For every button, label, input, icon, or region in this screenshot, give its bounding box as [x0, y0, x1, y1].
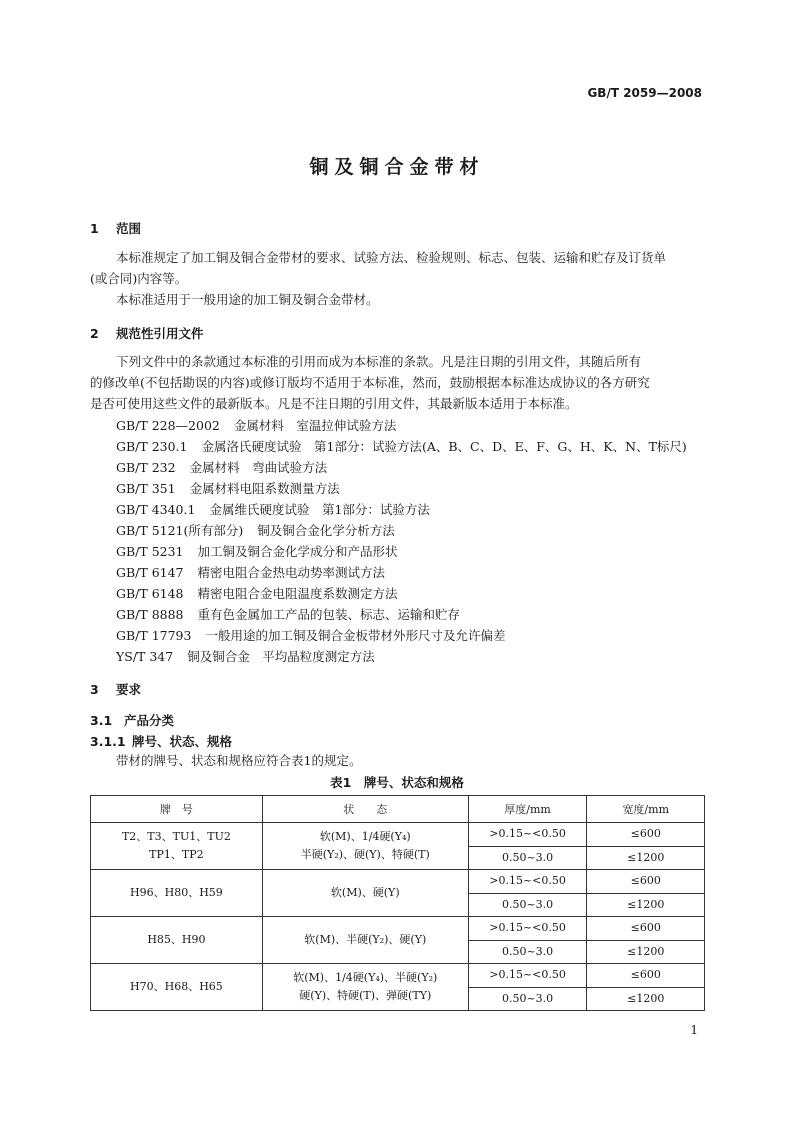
- reference-code: GB/T 5121(所有部分): [116, 523, 244, 538]
- reference-item: [116, 563, 385, 581]
- temper-line: 硬(Y)、特硬(T)、弹硬(TY): [299, 989, 432, 1002]
- reference-title: 金属洛氏硬度试验 第1部分：试验方法(A、B、C、D、E、F、G、H、K、N、T标尺): [201, 439, 687, 454]
- temper-line: 软(M)、硬(Y): [330, 886, 400, 899]
- thickness-cell: >0.15~<0.50: [468, 964, 587, 988]
- reference-title: 精密电阻合金电阻温度系数测定方法: [197, 586, 398, 601]
- table-row: [91, 823, 705, 847]
- reference-item: [116, 416, 396, 434]
- reference-title: 铜及铜合金 平均晶粒度测定方法: [187, 649, 375, 664]
- temper-line: 软(M)、1/4硬(Y₄)、半硬(Y₂): [293, 971, 438, 984]
- section-title: 产品分类: [124, 713, 175, 728]
- reference-code: GB/T 4340.1: [116, 502, 196, 517]
- reference-item: [116, 584, 398, 602]
- reference-title: 金属维氏硬度试验 第1部分：试验方法: [209, 502, 430, 517]
- grade-line: TP1、TP2: [149, 848, 204, 861]
- paragraph-line: (或合同)内容等。: [90, 271, 188, 286]
- table-row: [91, 870, 705, 894]
- section-1-body: [90, 247, 704, 310]
- width-cell: ≤600: [587, 964, 705, 988]
- thickness-cell: 0.50~3.0: [468, 893, 587, 917]
- section-2-intro: [90, 351, 704, 414]
- paragraph-line: 的修改单(不包括勘误的内容)或修订版均不适用于本标准，然而，鼓励根据本标准达成协议的各方研究: [90, 375, 650, 390]
- reference-code: YS/T 347: [116, 649, 174, 664]
- column-header-grade: 牌 号: [91, 796, 263, 823]
- temper-cell: [262, 870, 468, 917]
- section-title: 规范性引用文件: [116, 326, 204, 341]
- table-header-row: [91, 796, 705, 823]
- reference-code: GB/T 17793: [116, 628, 192, 643]
- column-header-thickness: 厚度/mm: [468, 796, 587, 823]
- column-header-temper: 状 态: [262, 796, 468, 823]
- section-title: 牌号、状态、规格: [132, 734, 233, 749]
- reference-item: [116, 542, 398, 560]
- section-number: 3: [90, 682, 99, 697]
- reference-item: [116, 437, 687, 455]
- temper-cell: [262, 917, 468, 964]
- reference-code: GB/T 8888: [116, 607, 184, 622]
- section-3-heading: [90, 680, 141, 698]
- reference-item: [116, 605, 460, 623]
- reference-title: 金属材料 弯曲试验方法: [189, 460, 328, 475]
- page-number: 1: [690, 1023, 698, 1037]
- grade-line: T2、T3、TU1、TU2: [121, 830, 231, 843]
- paragraph-line: 本标准规定了加工铜及铜合金带材的要求、试验方法、检验规则、标志、包装、运输和贮存及订货单: [116, 250, 667, 265]
- table-caption: 表1 牌号、状态和规格: [330, 775, 464, 790]
- reference-item: [116, 500, 430, 518]
- reference-code: GB/T 351: [116, 481, 176, 496]
- temper-cell: [262, 823, 468, 870]
- reference-title: 一般用途的加工铜及铜合金板带材外形尺寸及允许偏差: [205, 628, 506, 643]
- grade-line: H70、H68、H65: [130, 980, 223, 993]
- section-3-1-1-heading: [90, 732, 232, 750]
- temper-line: 软(M)、半硬(Y₂)、硬(Y): [304, 933, 427, 946]
- reference-title: 加工铜及铜合金化学成分和产品形状: [197, 544, 398, 559]
- paragraph-line: 带材的牌号、状态和规格应符合表1的规定。: [116, 753, 362, 768]
- width-cell: ≤1200: [587, 987, 705, 1011]
- spec-table: [90, 795, 705, 1011]
- reference-title: 金属材料电阻系数测量方法: [189, 481, 340, 496]
- width-cell: ≤600: [587, 870, 705, 894]
- section-title: 范围: [116, 221, 142, 236]
- grade-line: H85、H90: [147, 933, 206, 946]
- document-title: 铜及铜合金带材: [309, 156, 485, 178]
- reference-item: [116, 626, 505, 644]
- section-title: 要求: [116, 682, 142, 697]
- reference-title: 重有色金属加工产品的包装、标志、运输和贮存: [197, 607, 461, 622]
- grade-cell: [91, 917, 263, 964]
- reference-item: [116, 521, 395, 539]
- grade-cell: [91, 870, 263, 917]
- grade-line: H96、H80、H59: [130, 886, 223, 899]
- reference-item: [116, 479, 340, 497]
- thickness-cell: >0.15~<0.50: [468, 823, 587, 847]
- section-2-heading: [90, 324, 204, 342]
- section-number: 3.1: [90, 713, 113, 728]
- temper-line: 半硬(Y₂)、硬(Y)、特硬(T): [300, 848, 430, 861]
- temper-cell: [262, 964, 468, 1011]
- section-1-heading: [90, 219, 141, 237]
- section-number: 1: [90, 221, 99, 236]
- reference-code: GB/T 6147: [116, 565, 184, 580]
- reference-title: 精密电阻合金热电动势率测试方法: [197, 565, 386, 580]
- column-header-width: 宽度/mm: [587, 796, 705, 823]
- section-3-1-1-body: [90, 750, 704, 771]
- thickness-cell: 0.50~3.0: [468, 846, 587, 870]
- thickness-cell: 0.50~3.0: [468, 940, 587, 964]
- reference-item: [116, 458, 327, 476]
- reference-code: GB/T 6148: [116, 586, 184, 601]
- section-3-1-heading: [90, 711, 174, 729]
- thickness-cell: >0.15~<0.50: [468, 917, 587, 941]
- reference-title: 铜及铜合金化学分析方法: [257, 523, 395, 538]
- reference-title: 金属材料 室温拉伸试验方法: [233, 418, 397, 433]
- paragraph-line: 本标准适用于一般用途的加工铜及铜合金带材。: [116, 292, 379, 307]
- width-cell: ≤600: [587, 823, 705, 847]
- paragraph-line: 下列文件中的条款通过本标准的引用而成为本标准的条款。凡是注日期的引用文件，其随后所有: [116, 354, 642, 369]
- grade-cell: [91, 823, 263, 870]
- grade-cell: [91, 964, 263, 1011]
- section-number: 2: [90, 326, 99, 341]
- paragraph-line: 是否可使用这些文件的最新版本。凡是不注日期的引用文件，其最新版本适用于本标准。: [90, 396, 578, 411]
- reference-item: [116, 647, 375, 665]
- thickness-cell: >0.15~<0.50: [468, 870, 587, 894]
- reference-code: GB/T 232: [116, 460, 176, 475]
- standard-number: GB/T 2059—2008: [587, 86, 702, 100]
- table-row: [91, 917, 705, 941]
- section-number: 3.1.1: [90, 734, 126, 749]
- width-cell: ≤600: [587, 917, 705, 941]
- width-cell: ≤1200: [587, 893, 705, 917]
- temper-line: 软(M)、1/4硬(Y₄): [319, 830, 411, 843]
- reference-code: GB/T 228—2002: [116, 418, 220, 433]
- thickness-cell: 0.50~3.0: [468, 987, 587, 1011]
- table-row: [91, 964, 705, 988]
- reference-code: GB/T 5231: [116, 544, 184, 559]
- reference-code: GB/T 230.1: [116, 439, 188, 454]
- width-cell: ≤1200: [587, 846, 705, 870]
- width-cell: ≤1200: [587, 940, 705, 964]
